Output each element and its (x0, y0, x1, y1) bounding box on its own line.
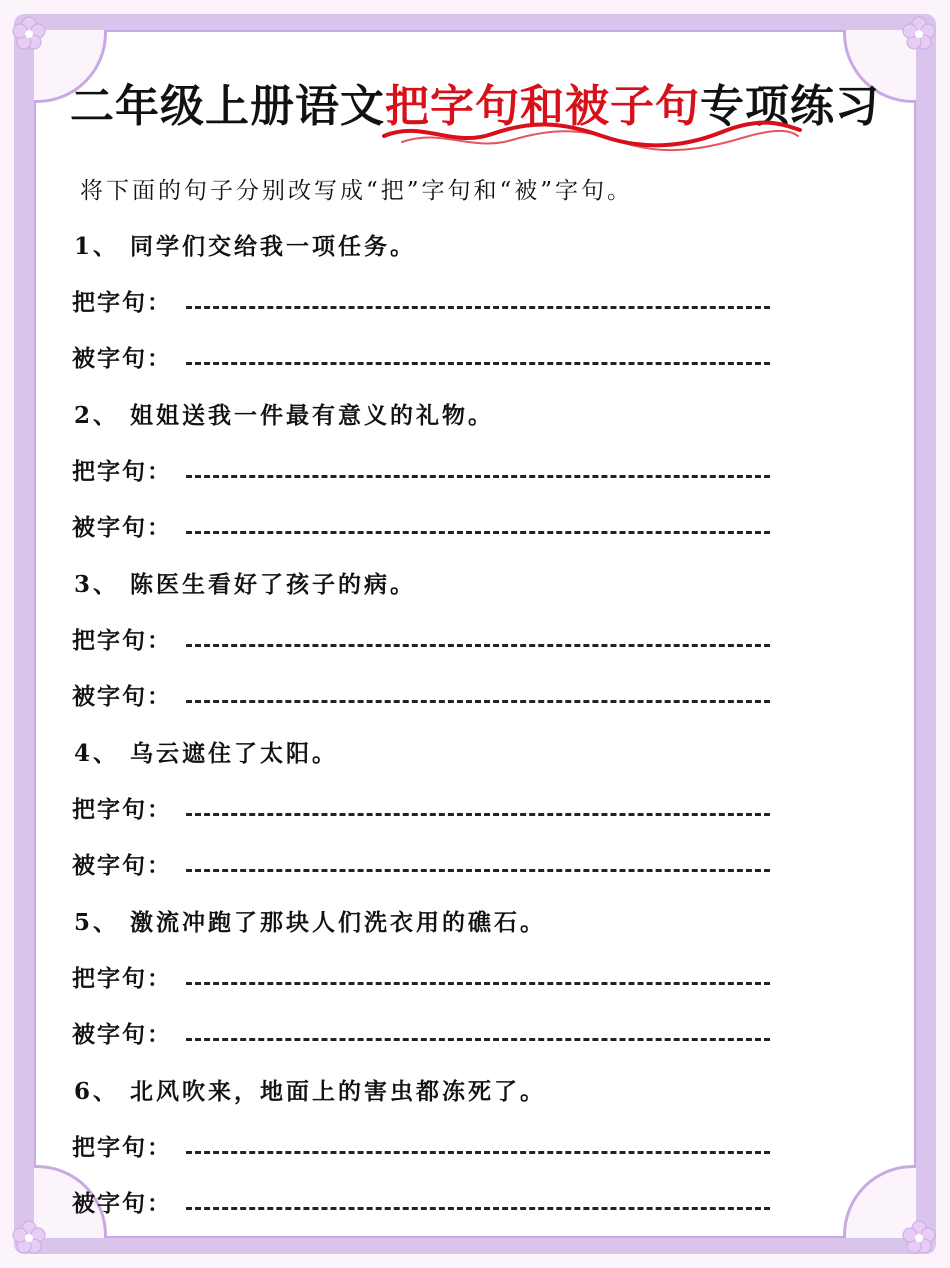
question-1: 1、 同学们交给我一项任务。 (74, 233, 417, 260)
title-highlight: 把字句和被子句 (385, 81, 700, 132)
bei-sentence-label: 被字句： (72, 683, 172, 710)
answer-blank[interactable] (186, 1038, 770, 1041)
question-2: 2、 姐姐送我一件最有意义的礼物。 (74, 402, 495, 429)
answer-blank[interactable] (186, 531, 770, 534)
answer-blank[interactable] (186, 644, 770, 647)
flower-icon (12, 16, 46, 50)
ba-sentence-row-1 (72, 284, 770, 317)
title-suffix: 专项练习 (700, 81, 880, 132)
red-wavy-underline (382, 118, 802, 152)
ba-sentence-label: 把字句： (72, 627, 172, 654)
ba-sentence-label: 把字句： (72, 458, 172, 485)
ba-sentence-row-2 (72, 453, 770, 486)
answer-blank[interactable] (186, 813, 770, 816)
bei-sentence-row-3 (72, 678, 770, 711)
instruction-text: 将下面的句子分别改写成“把”字句和“被”字句。 (80, 178, 634, 204)
question-4: 4、 乌云遮住了太阳。 (74, 740, 339, 767)
title-prefix: 二年级上册语文 (70, 81, 385, 132)
ba-sentence-row-5 (72, 960, 770, 993)
bei-sentence-row-4 (72, 847, 770, 880)
answer-blank[interactable] (186, 362, 770, 365)
bei-sentence-label: 被字句： (72, 345, 172, 372)
ba-sentence-label: 把字句： (72, 1134, 172, 1161)
bei-sentence-row-1 (72, 340, 770, 373)
answer-blank[interactable] (186, 982, 770, 985)
bei-sentence-label: 被字句： (72, 852, 172, 879)
bei-sentence-label: 被字句： (72, 1021, 172, 1048)
answer-blank[interactable] (186, 1207, 770, 1210)
flower-icon (902, 1220, 936, 1254)
ba-sentence-row-3 (72, 622, 770, 655)
flower-icon (902, 16, 936, 50)
bei-sentence-label: 被字句： (72, 514, 172, 541)
ba-sentence-label: 把字句： (72, 796, 172, 823)
ba-sentence-row-4 (72, 791, 770, 824)
question-5: 5、 激流冲跑了那块人们洗衣用的礁石。 (74, 909, 547, 936)
answer-blank[interactable] (186, 306, 770, 309)
answer-blank[interactable] (186, 700, 770, 703)
answer-blank[interactable] (186, 475, 770, 478)
flower-icon (12, 1220, 46, 1254)
answer-blank[interactable] (186, 869, 770, 872)
ba-sentence-row-6 (72, 1129, 770, 1162)
question-3: 3、 陈医生看好了孩子的病。 (74, 571, 417, 598)
ba-sentence-label: 把字句： (72, 289, 172, 316)
bei-sentence-row-5 (72, 1016, 770, 1049)
bei-sentence-row-2 (72, 509, 770, 542)
bei-sentence-label: 被字句： (72, 1190, 172, 1217)
bei-sentence-row-6 (72, 1185, 770, 1218)
answer-blank[interactable] (186, 1151, 770, 1154)
ba-sentence-label: 把字句： (72, 965, 172, 992)
question-6: 6、 北风吹来，地面上的害虫都冻死了。 (74, 1078, 547, 1105)
